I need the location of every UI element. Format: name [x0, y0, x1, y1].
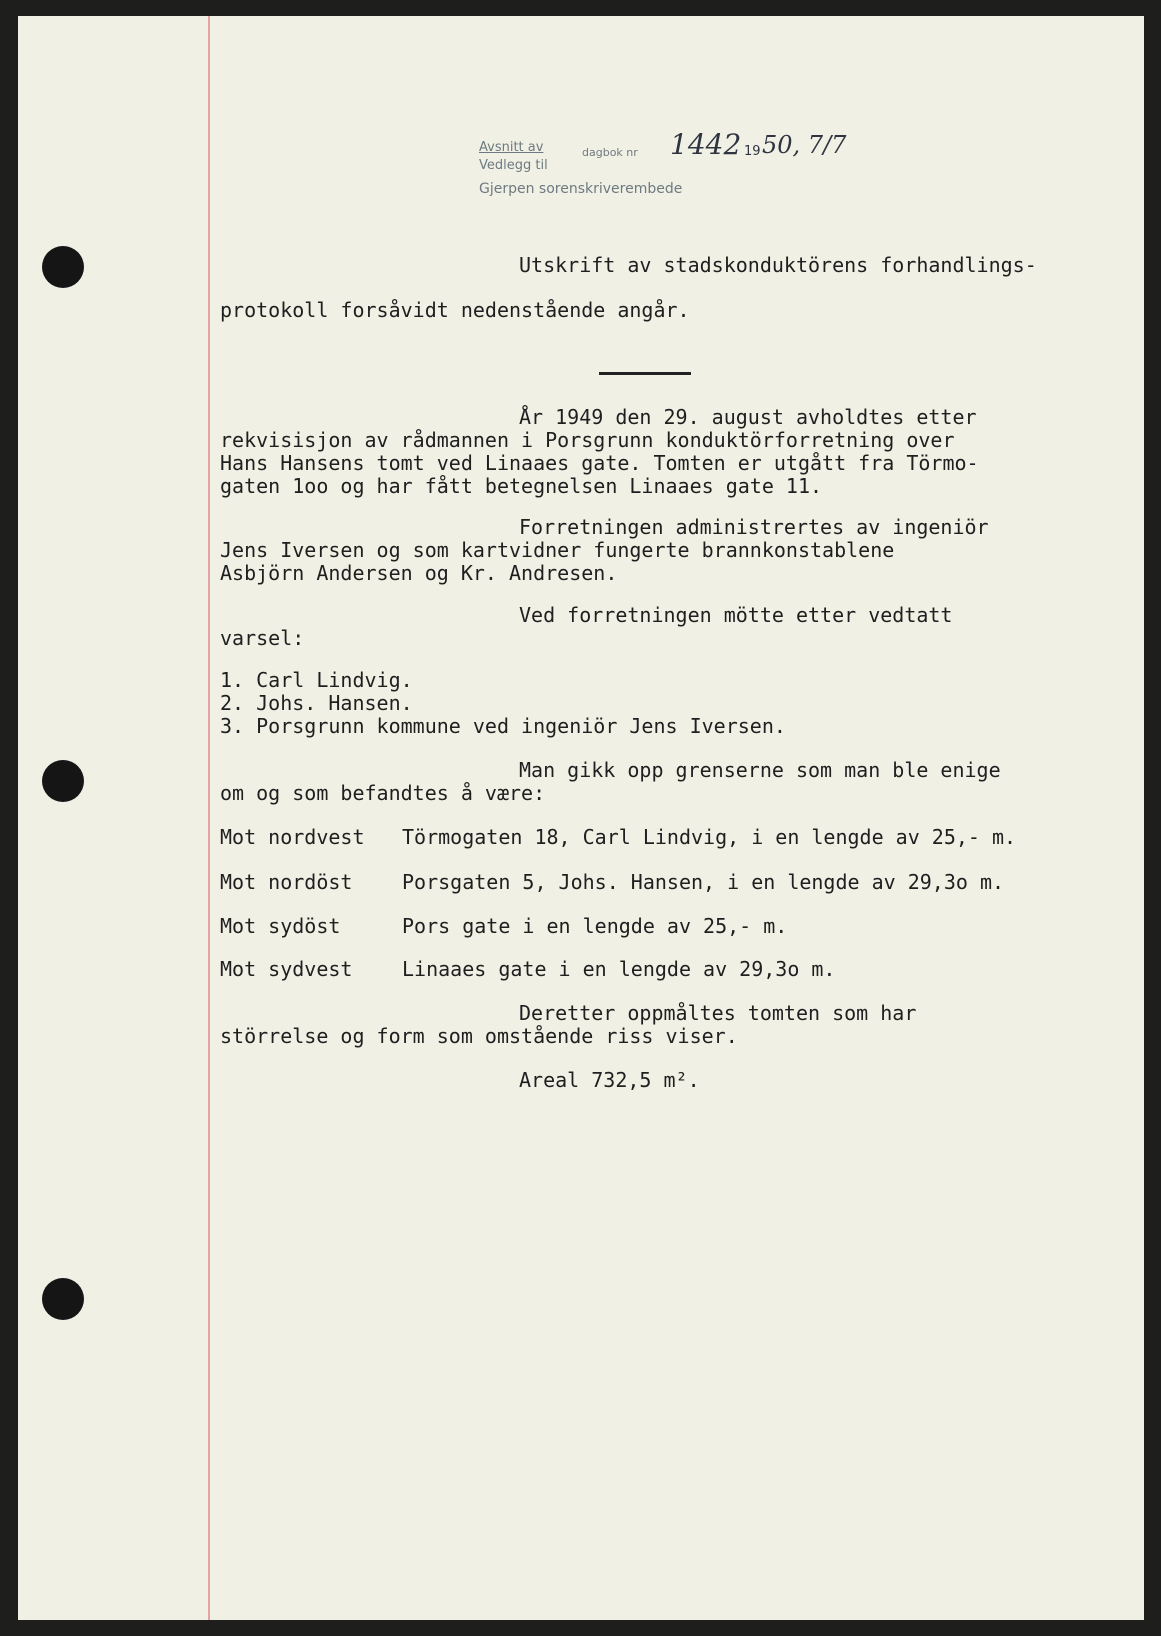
border-1-description: Törmogaten 18, Carl Lindvig, i en lengde av 25,- m. — [402, 825, 1017, 849]
area-value: Areal 732,5 m². — [519, 1068, 700, 1092]
attendee-2: 2. Johs. Hansen. — [220, 691, 413, 715]
heading-line-2: protokoll forsåvidt nedenstående angår. — [220, 298, 690, 322]
margin-line — [208, 16, 210, 1620]
punch-hole-middle — [42, 760, 84, 802]
separator-rule — [599, 372, 691, 375]
para3-line-1: Ved forretningen mötte etter vedtatt — [519, 603, 953, 627]
attendee-3: 3. Porsgrunn kommune ved ingeniör Jens Iversen. — [220, 714, 786, 738]
para1-line-3: Hans Hansens tomt ved Linaaes gate. Tomten er utgått fra Törmo- — [220, 451, 979, 475]
document-page — [18, 16, 1144, 1620]
para1-line-2: rekvisisjon av rådmannen i Porsgrunn konduktörforretning over — [220, 428, 955, 452]
stamp-line-2: Vedlegg til — [479, 158, 548, 173]
para3-line-2: varsel: — [220, 626, 305, 650]
border-3-description: Pors gate i en lengde av 25,- m. — [402, 914, 788, 938]
para4-line-1: Man gikk opp grenserne som man ble enige — [519, 758, 1001, 782]
para4-line-2: om og som befandtes å være: — [220, 781, 546, 805]
attendee-1: 1. Carl Lindvig. — [220, 668, 413, 692]
border-2-description: Porsgaten 5, Johs. Hansen, i en lengde av 29,3o m. — [402, 870, 1005, 894]
punch-hole-top — [42, 246, 84, 288]
handwritten-date: 50, 7/7 — [762, 131, 847, 159]
para5-line-1: Deretter oppmåltes tomten som har — [519, 1001, 917, 1025]
para2-line-1: Forretningen administrertes av ingeniör — [519, 515, 989, 539]
border-2-direction: Mot nordöst — [220, 870, 353, 894]
para1-line-1: År 1949 den 29. august avholdtes etter — [519, 405, 977, 429]
border-1-direction: Mot nordvest — [220, 825, 365, 849]
heading-line-1: Utskrift av stadskonduktörens forhandlings- — [519, 253, 1037, 277]
para2-line-3: Asbjörn Andersen og Kr. Andresen. — [220, 561, 618, 585]
handwritten-year-prefix: 19 — [744, 144, 761, 159]
stamp-line-1: Avsnitt av — [479, 140, 544, 155]
para1-line-4: gaten 1oo og har fått betegnelsen Linaaes gate 11. — [220, 474, 823, 498]
stamp-line-3: Gjerpen sorenskriverembede — [479, 181, 683, 197]
para5-line-2: störrelse og form som omstående riss viser. — [220, 1024, 738, 1048]
para2-line-2: Jens Iversen og som kartvidner fungerte brannkonstablene — [220, 538, 895, 562]
punch-hole-bottom — [42, 1278, 84, 1320]
handwritten-number: 1442 — [670, 128, 742, 161]
border-3-direction: Mot sydöst — [220, 914, 341, 938]
border-4-direction: Mot sydvest — [220, 957, 353, 981]
border-4-description: Linaaes gate i en lengde av 29,3o m. — [402, 957, 836, 981]
stamp-line-1b: dagbok nr — [582, 146, 638, 159]
